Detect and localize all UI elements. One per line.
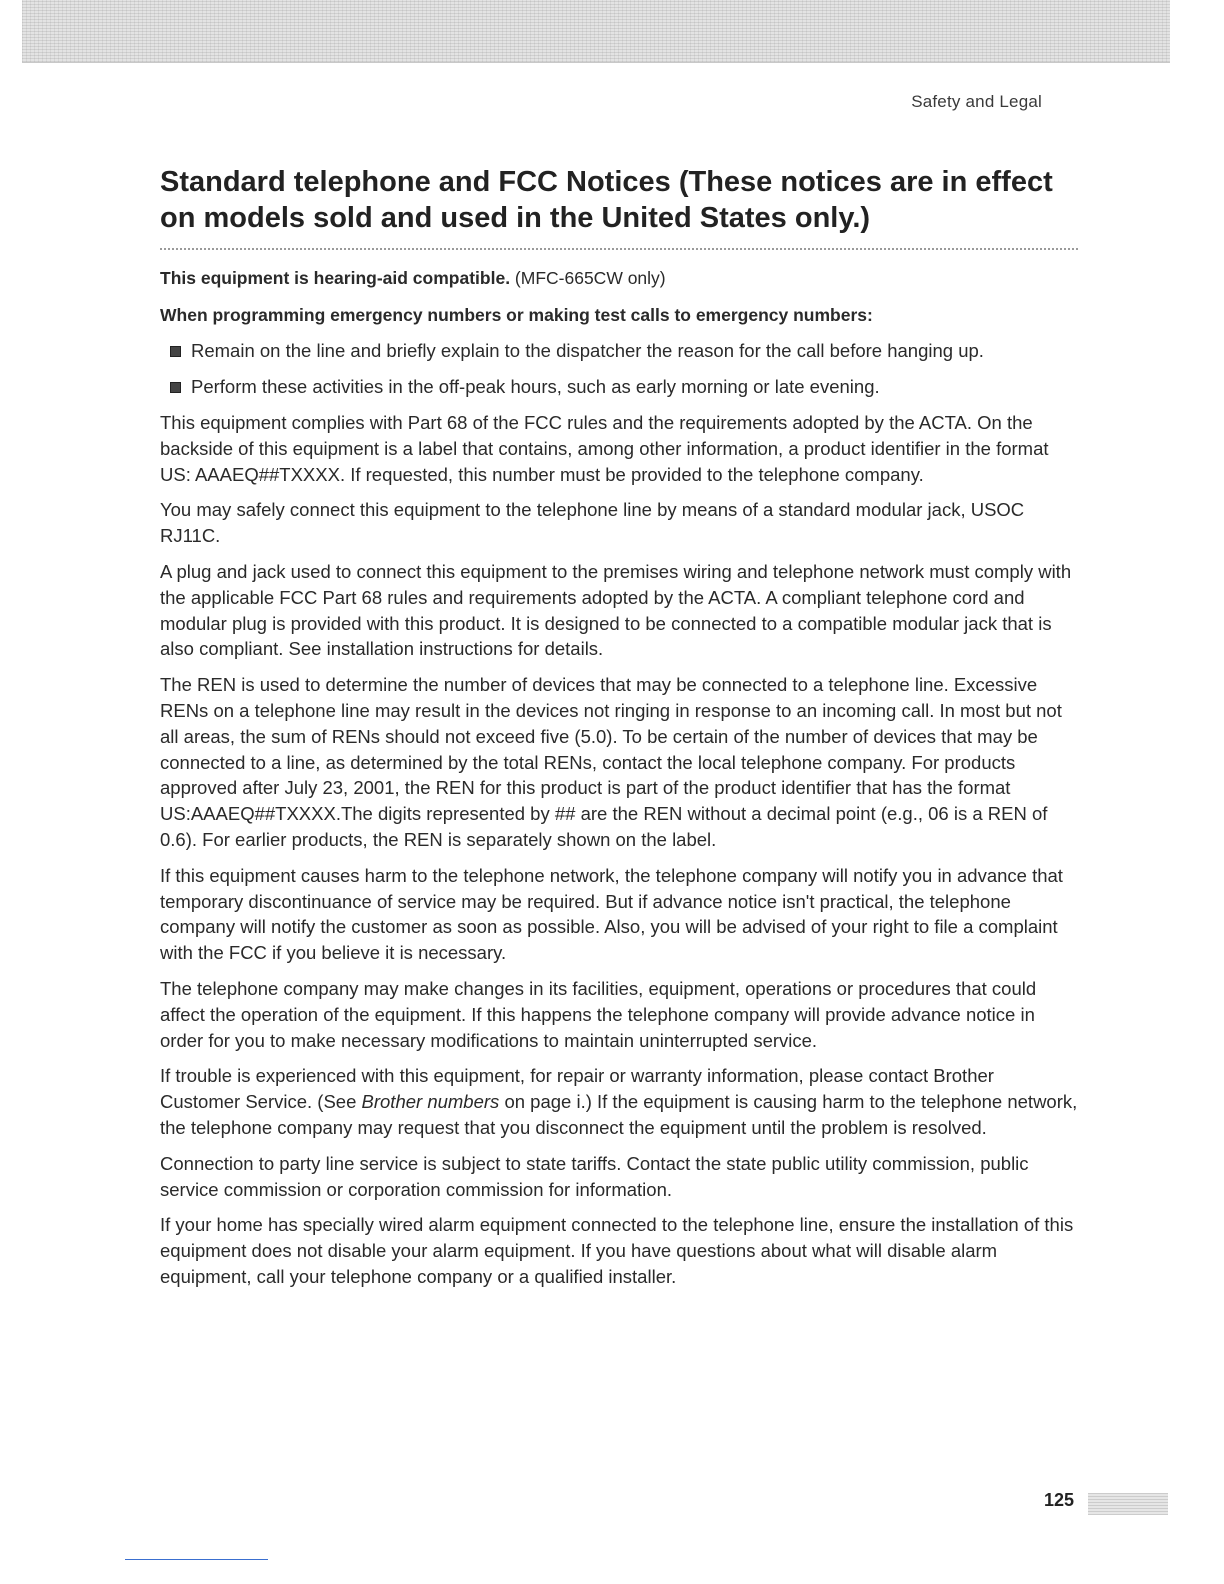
bullet-item [160, 338, 1078, 364]
paragraph-network-harm: If this equipment causes harm to the telephone network, the telephone company will notify you in advance that temporary discontinuance of service may be required. But if advance notice isn't practical, the telephone company will notify the customer as soon as possible. Also, you will be advised of your right to file a complaint with the FCC if you believe it is necessary. [160, 864, 1063, 964]
paragraph-alarm: If your home has specially wired alarm equipment connected to the telephone line, ensure the installation of this equipment does not disable your alarm equipment. If you have questions about what will disable alarm equipment, call your telephone company or a qualified installer. [160, 1214, 1074, 1287]
emergency-bullet-list [160, 338, 1078, 400]
hearing-aid-model-note: (MFC-665CW only) [510, 268, 666, 288]
emergency-heading: When programming emergency numbers or making test calls to emergency numbers: [160, 305, 873, 325]
trouble-text-start: If trouble is experienced with this equipment, for repair or warranty information, please contact Brother Customer Service. (See [160, 1065, 994, 1113]
paragraph-part68: This equipment complies with Part 68 of the FCC rules and the requirements adopted by the ACTA. On the backside of this equipment is a label that contains, among other information, a product identifier in the format US: AAAEQ##TXXXX. If requested, this number must be provided to the telephone company. [160, 412, 1049, 485]
square-bullet-icon [170, 382, 181, 393]
paragraph-ren: The REN is used to determine the number of devices that may be connected to a telephone line. Excessive RENs on a telephone line may result in the devices not ringing in response to an incoming call. In most but not all areas, the sum of RENs should not exceed five (5.0). To be certain of the number of devices that may be connected to a line, as determined by the total RENs, contact the local telephone company. For products approved after July 23, 2001, the REN for this product is part of the product identifier that has the format US:AAAEQ##TXXXX.The digits represented by ## are the REN without a decimal point (e.g., 06 is a REN of 0.6). For earlier products, the REN is separately shown on the label. [160, 674, 1062, 850]
bullet-text: Remain on the line and briefly explain to the dispatcher the reason for the call before hanging up. [191, 340, 984, 361]
bullet-item [160, 374, 1078, 400]
page-number: 125 [1044, 1490, 1075, 1510]
hearing-aid-bold: This equipment is hearing-aid compatible. [160, 268, 511, 288]
page-content [160, 164, 1078, 1290]
corner-tab-decoration [1088, 1493, 1168, 1515]
paragraph-modular-jack: You may safely connect this equipment to the telephone line by means of a standard modular jack, USOC RJ11C. [160, 499, 1025, 547]
brother-numbers-reference: Brother numbers [361, 1091, 500, 1113]
header-band [22, 0, 1170, 63]
section-label: Safety and Legal [911, 92, 1042, 111]
paragraph-plug-jack: A plug and jack used to connect this equipment to the premises wiring and telephone network must comply with the applicable FCC Part 68 rules and requirements adopted by the ACTA. A compliant telephone cord and modular plug is provided with this product. It is designed to be connected to a compatible modular jack that is also compliant. See installation instructions for details. [160, 560, 1072, 660]
paragraph-party-line: Connection to party line service is subject to state tariffs. Contact the state public utility commission, public service commission or corporation commission for information. [160, 1152, 1029, 1200]
paragraph-trouble [160, 1063, 1078, 1140]
hearing-aid-notice [160, 266, 1078, 291]
square-bullet-icon [170, 346, 181, 357]
trouble-text-end: on page i.) If the equipment is causing harm to the telephone network, the telephone company may request that you disconnect the equipment until the problem is resolved. [160, 1091, 1078, 1138]
page-title: Standard telephone and FCC Notices (These notices are in effect on models sold and used in the United States only.) [160, 164, 1078, 250]
paragraph-facility-changes: The telephone company may make changes in its facilities, equipment, operations or procedures that could affect the operation of the equipment. If this happens the telephone company will provide advance notice in order for you to make necessary modifications to maintain uninterrupted service. [160, 977, 1037, 1051]
bullet-text: Perform these activities in the off-peak hours, such as early morning or late evening. [191, 376, 880, 397]
footer-rule [125, 1559, 268, 1560]
